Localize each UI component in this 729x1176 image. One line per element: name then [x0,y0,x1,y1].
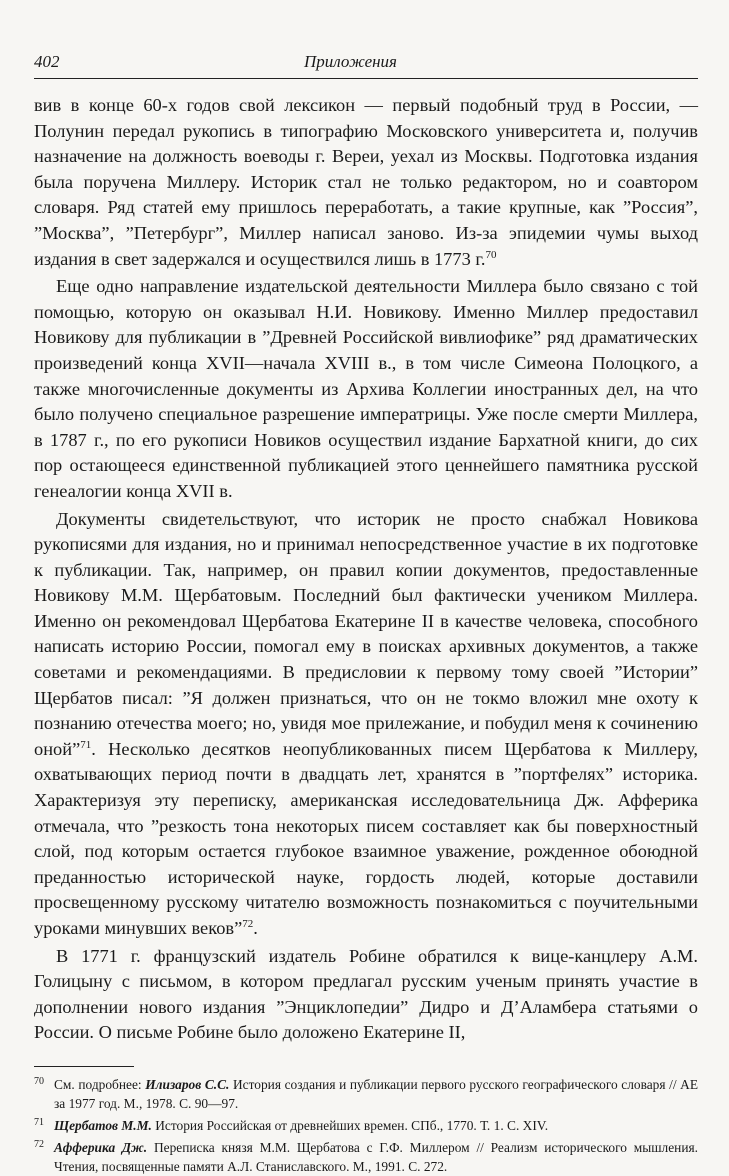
note-ref-70: 70 [485,248,497,261]
footnote-prefix: См. подробнее: [54,1076,146,1092]
footnote-mark: 72 [34,1138,44,1150]
paragraph-1 [34,93,698,272]
note-ref-71: 71 [80,738,92,751]
paragraph-3-text-c: . [253,918,258,938]
footnote-mark: 70 [34,1075,44,1087]
paragraph-3-text-a: Документы свидетельствуют, что историк не просто снабжал Новикова рукописями для издания, но и принимал непосредственное участие в их подготовке к публикации. Так, например, он правил копии документов, предоставленные Новикову М.М. Щербатовым. Последний был фактически учеником Миллера. Именно он рекомендовал Щербатова Екатерине II в качестве человека, способного написать историю России, помогал ему в поисках архивных документов, а также советами и рекомендациями. В предисловии к первому тому своей ”Истории” Щербатов писал: ”Я должен признаться, что он не токмо вложил мне охоту к познанию отечества моего; но, увидя мое прилежание, и побудил меня к сочинению оной” [34,508,698,759]
footnote-72 [34,1138,698,1176]
paragraph-3-text-b: . Несколько десятков неопубликованных писем Щербатова к Миллеру, охватывающих период почти в двадцать лет, хранятся в ”портфелях” историка. Характеризуя эту переписку, американская исследовательница Дж. Афферика отмечала, что ”резкость тона некоторых писем составляет как бы поверхностный слой, под которым остается глубокое взаимное уважение, рожденное обоюдной преданностью исторической науке, гордость людей, которые доставили просвещенному русскому читателю возможность познакомиться с поучительными уроками минувших веков” [34,738,698,938]
footnote-body: История создания и публикации первого русского географического словаря // АЕ за 1977 год. М., 1978. С. 90—97. [54,1076,699,1111]
book-page [34,52,698,1176]
footnote-author: Щербатов М.М. [54,1117,152,1133]
page-number: 402 [34,52,60,71]
footnote-author: Афферика Дж. [54,1139,148,1155]
footnote-body: Переписка князя М.М. Щербатова с Г.Ф. Миллером // Реализм исторического мышления. Чтения, посвященные памяти А.Л. Станиславского. М., 1991. С. 272. [54,1139,699,1174]
paragraph-2 [34,274,698,504]
footnote-text [54,1075,698,1113]
footnote-mark: 71 [34,1116,44,1128]
footnote-71 [34,1116,698,1135]
paragraph-1-text: вив в конце 60-х годов свой лексикон — первый подобный труд в России, — Полунин передал рукопись в типографию Московского университета и, получив назначение на должность воеводы г. Вереи, уехал из Москвы. Подготовка издания была поручена Миллеру. Историк стал не только редактором, но и соавтором словаря. Ряд статей ему пришлось переработать, а такие крупные, как ”Россия”, ”Москва”, ”Петербург”, Миллер написал заново. Из-за эпидемии чумы выход издания в свет задержался и осуществился лишь в 1773 г. [34,95,698,269]
paragraph-3 [34,507,698,942]
footnote-author: Илизаров С.С. [145,1076,230,1092]
running-title: Приложения [304,52,397,71]
running-header [34,52,698,79]
footnote-text [54,1138,698,1176]
paragraph-2-text: Еще одно направление издательской деятельности Миллера было связано с той помощью, которую он оказывал Н.И. Новикову. Именно Миллер предоставил Новикову для публикации в ”Древней Российской вивлиофике” ряд драматических произведений конца XVII—начала XVIII в., в том числе Симеона Полоцкого, а также многочисленные документы из Архива Коллегии иностранных дел, на что было получено специальное разрешение императрицы. Уже после смерти Миллера, в 1787 г., по его рукописи Новиков осуществил издание Бархатной книги, до сих пор остающееся единственной публикацией этого ценнейшего памятника русской генеалогии конца XVII в. [34,276,698,501]
paragraph-4 [34,944,698,1046]
main-text [34,93,698,1046]
footnotes [34,1075,698,1176]
footnote-70 [34,1075,698,1113]
note-ref-72: 72 [242,917,254,930]
paragraph-4-text: В 1771 г. французский издатель Робине обратился к вице-канцлеру А.М. Голицыну с письмом, в котором предлагал русским ученым принять участие в дополнении нового издания ”Энциклопедии” Дидро и Д’Аламбера статьями о России. О письме Робине было доложено Екатерине II, [34,945,698,1043]
footnote-body: История Российская от древнейших времен. СПб., 1770. Т. 1. С. XIV. [151,1117,549,1133]
footnote-text [54,1116,698,1135]
footnote-divider [34,1066,134,1067]
